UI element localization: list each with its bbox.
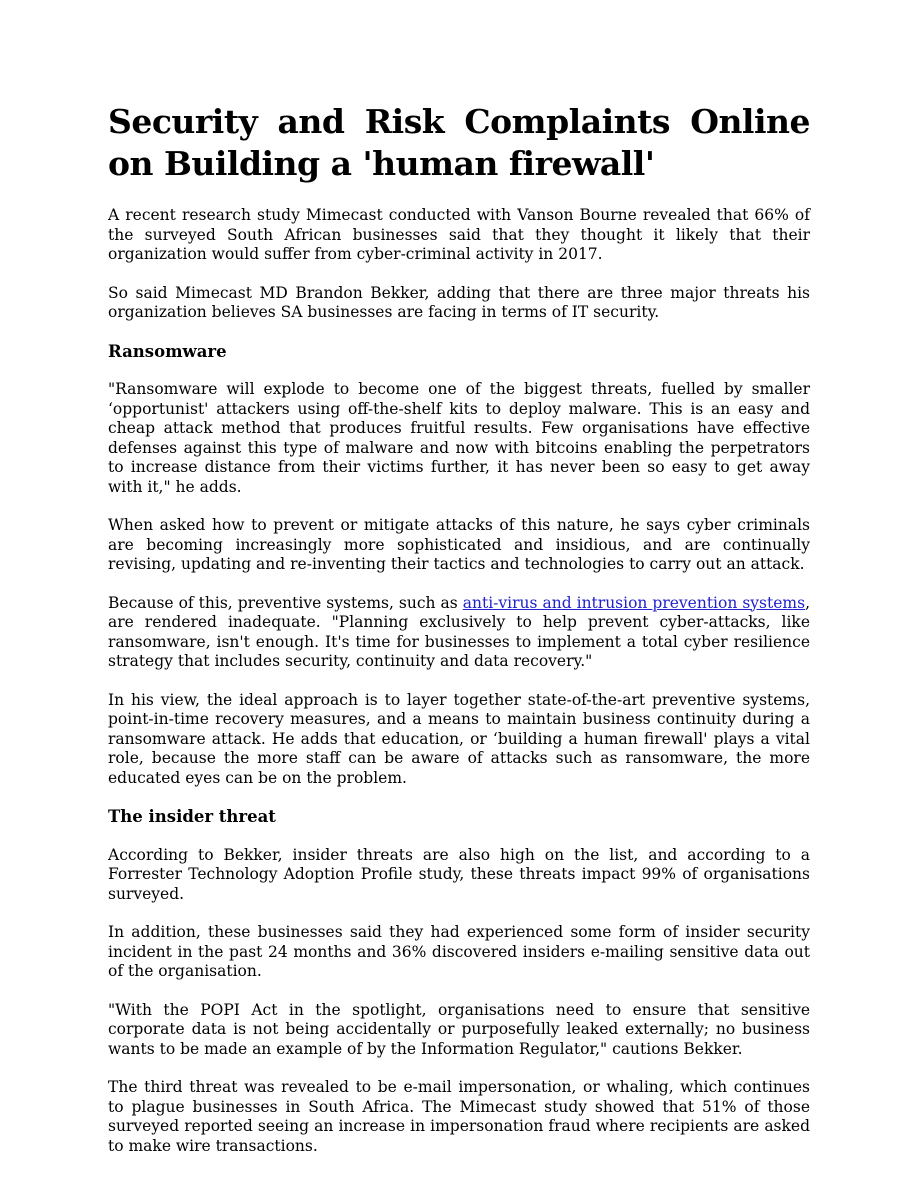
section-heading-insider-threat: The insider threat bbox=[108, 807, 276, 826]
section-heading-ransomware: Ransomware bbox=[108, 341, 227, 361]
paragraph-research-study: A recent research study Mimecast conducted with Vanson Bourne revealed that 66% of the surveyed South African businesses said that they thought it likely that their organization would suffer from cyber-criminal activity in 2017. bbox=[108, 206, 810, 263]
document-page bbox=[108, 0, 810, 1156]
article-title-line2: on Building a 'human firewall' bbox=[108, 144, 655, 183]
paragraph-insider-threats: According to Bekker, insider threats are also high on the list, and according to a Forrester Technology Adoption Profile study, these threats impact 99% of organisations surveyed. bbox=[108, 845, 810, 903]
paragraph-popi-act: "With the POPI Act in the spotlight, organisations need to ensure that sensitive corporate data is not being accidentally or purposefully leaked externally; no business wants to be made an example of by the Information Regulator," cautions Bekker. bbox=[108, 1000, 810, 1058]
paragraph-three-threats: So said Mimecast MD Brandon Bekker, adding that there are three major threats his organization believes SA businesses are facing in terms of IT security. bbox=[108, 283, 810, 321]
paragraph-insider-incident: In addition, these businesses said they had experienced some form of insider security incident in the past 24 months and 36% discovered insiders e-mailing sensitive data out of the organisation. bbox=[108, 923, 810, 980]
antivirus-prevention-systems-link[interactable]: anti-virus and intrusion prevention systems bbox=[462, 593, 806, 612]
paragraph-prevent-mitigate: When asked how to prevent or mitigate attacks of this nature, he says cyber criminals are becoming increasingly more sophisticated and insidious, and are continually revising, updating and re-inventing their tactics and technologies to carry out an attack. bbox=[108, 516, 810, 573]
paragraph-ideal-approach: In his view, the ideal approach is to layer together state-of-the-art preventive systems, point-in-time recovery measures, and a means to maintain business continuity during a ransomware attack. He adds that education, or ‘building a human firewall' plays a vital role, because the more staff can be aware of attacks such as ransomware, the more educated eyes can be on the problem. bbox=[108, 690, 810, 787]
paragraph-text-before-link: Because of this, preventive systems, such as bbox=[108, 593, 463, 612]
article-title-line1: Security and Risk Complaints Online bbox=[108, 102, 810, 141]
paragraph-preventive-systems bbox=[108, 594, 810, 672]
paragraph-text-after-link: , are rendered inadequate. "Planning exclusively to help prevent cyber-attacks, like ransomware, isn't enough. It's time for businesses to implement a total cyber resilience strategy that includes security, continuity and data recovery." bbox=[108, 593, 810, 670]
paragraph-email-impersonation: The third threat was revealed to be e-mail impersonation, or whaling, which continues to plague businesses in South Africa. The Mimecast study showed that 51% of those surveyed reported seeing an increase in impersonation fraud where recipients are asked to make wire transactions. bbox=[108, 1078, 810, 1155]
paragraph-ransomware-explode: "Ransomware will explode to become one of the biggest threats, fuelled by smaller ‘opportunist' attackers using off-the-shelf kits to deploy malware. This is an easy and cheap attack method that produces fruitful results. Few organisations have effective defenses against this type of malware and now with bitcoins enabling the perpetrators to increase distance from their victims further, it has never been so easy to get away with it," he adds. bbox=[108, 380, 810, 496]
article-title bbox=[108, 0, 810, 185]
